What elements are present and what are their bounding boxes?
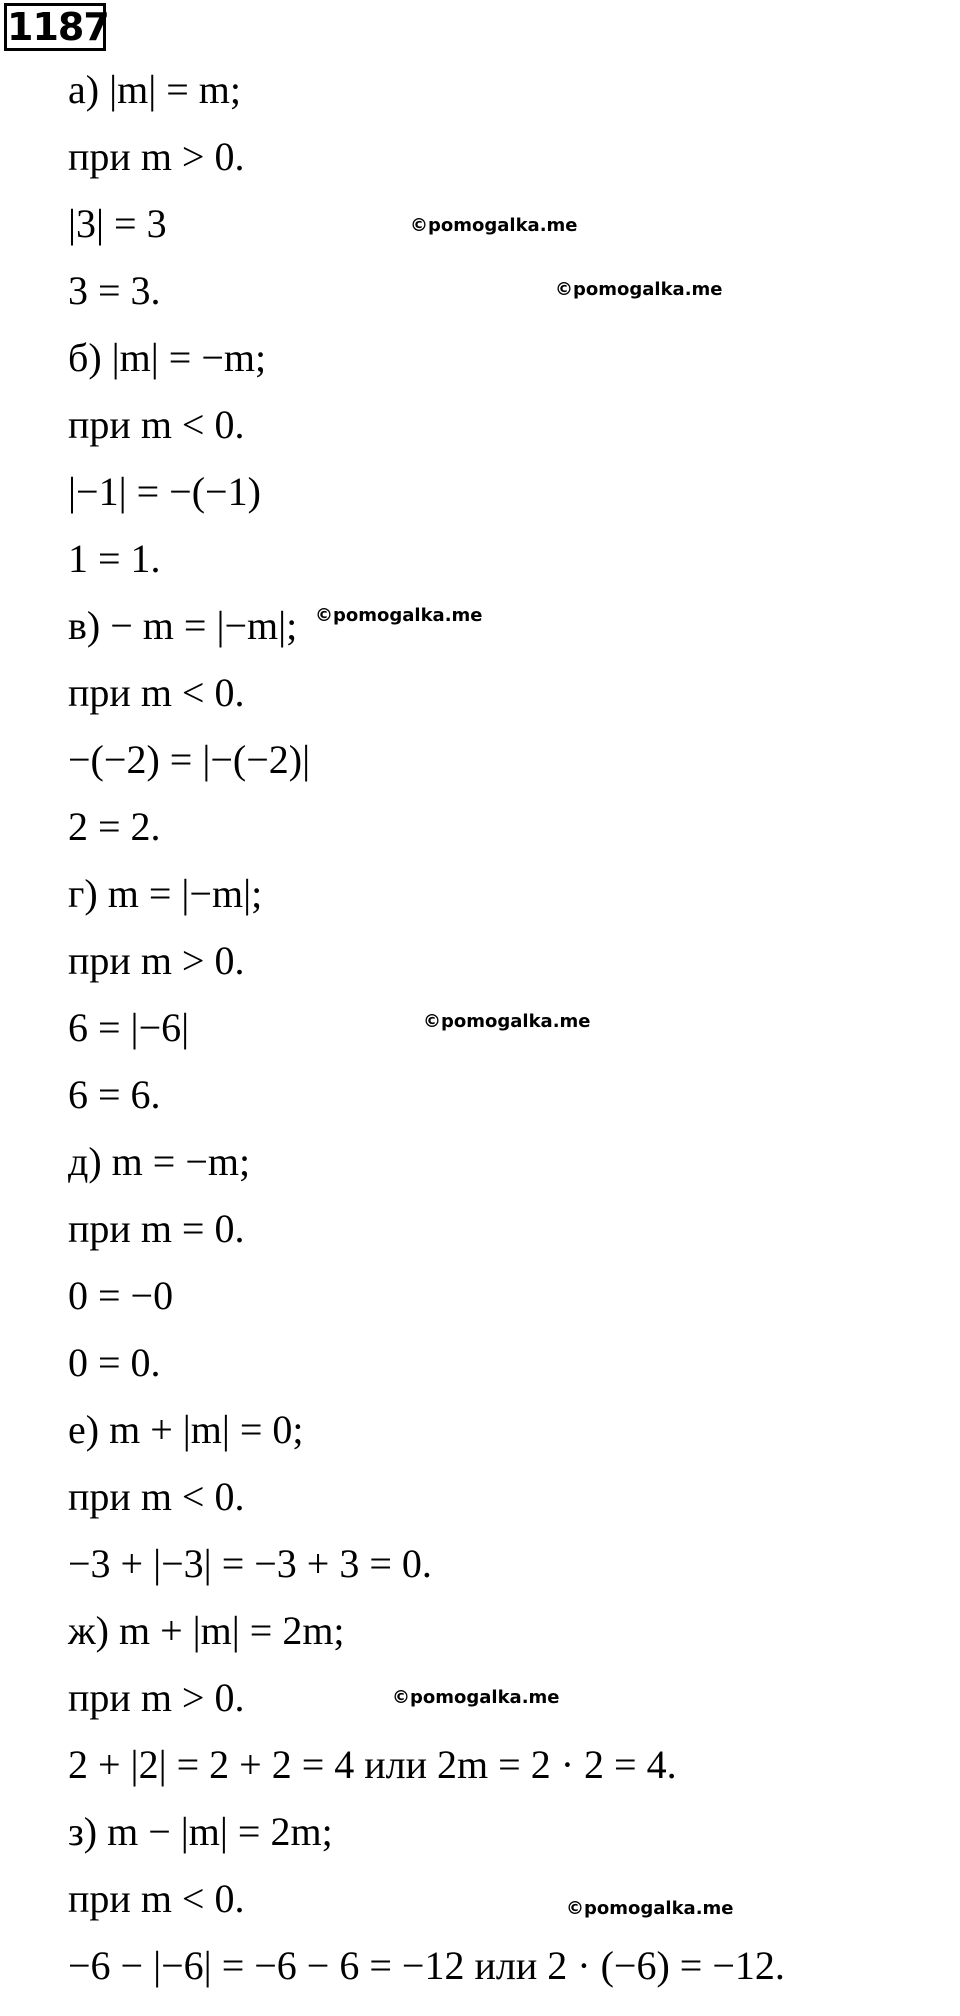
solution-line: б) |m| = −m; bbox=[68, 335, 267, 380]
solution-line: при m < 0. bbox=[68, 670, 245, 715]
solution-line: ж) m + |m| = 2m; bbox=[68, 1608, 345, 1653]
solution-line: −(−2) = |−(−2)| bbox=[68, 737, 311, 782]
watermark: ©pomogalka.me bbox=[423, 1011, 591, 1032]
solution-line: 6 = |−6| bbox=[68, 1005, 190, 1050]
solution-line: 2 + |2| = 2 + 2 = 4 или 2m = 2 · 2 = 4. bbox=[68, 1742, 677, 1787]
solution-line: в) − m = |−m|; bbox=[68, 603, 298, 648]
watermark: ©pomogalka.me bbox=[566, 1898, 734, 1919]
watermark: ©pomogalka.me bbox=[410, 215, 578, 236]
solution-line: |−1| = −(−1) bbox=[68, 469, 261, 514]
watermark: ©pomogalka.me bbox=[315, 605, 483, 626]
solution-line: 2 = 2. bbox=[68, 804, 161, 849]
solution-line: з) m − |m| = 2m; bbox=[68, 1809, 333, 1854]
solution-line: 6 = 6. bbox=[68, 1072, 161, 1117]
solution-line: |3| = 3 bbox=[68, 201, 167, 246]
solution-line: 1 = 1. bbox=[68, 536, 161, 581]
solution-line: е) m + |m| = 0; bbox=[68, 1407, 304, 1452]
solution-line: 0 = 0. bbox=[68, 1340, 161, 1385]
solution-line: при m > 0. bbox=[68, 134, 245, 179]
watermark: ©pomogalka.me bbox=[392, 1687, 560, 1708]
solution-line: при m < 0. bbox=[68, 1474, 245, 1519]
solution-line: 3 = 3. bbox=[68, 268, 161, 313]
solution-line: д) m = −m; bbox=[68, 1139, 251, 1184]
solution-line: при m > 0. bbox=[68, 938, 245, 983]
solution-line: при m < 0. bbox=[68, 402, 245, 447]
solution-line: а) |m| = m; bbox=[68, 67, 241, 112]
solution-line: 0 = −0 bbox=[68, 1273, 174, 1318]
solution-line: г) m = |−m|; bbox=[68, 871, 263, 916]
solution-line: −3 + |−3| = −3 + 3 = 0. bbox=[68, 1541, 432, 1586]
solution-line: при m > 0. bbox=[68, 1675, 245, 1720]
solution-line: −6 − |−6| = −6 − 6 = −12 или 2 · (−6) = −12. bbox=[68, 1943, 785, 1988]
solution-line: при m = 0. bbox=[68, 1206, 245, 1251]
watermark: ©pomogalka.me bbox=[555, 279, 723, 300]
task-number: 1187 bbox=[4, 3, 106, 51]
solution-line: при m < 0. bbox=[68, 1876, 245, 1921]
